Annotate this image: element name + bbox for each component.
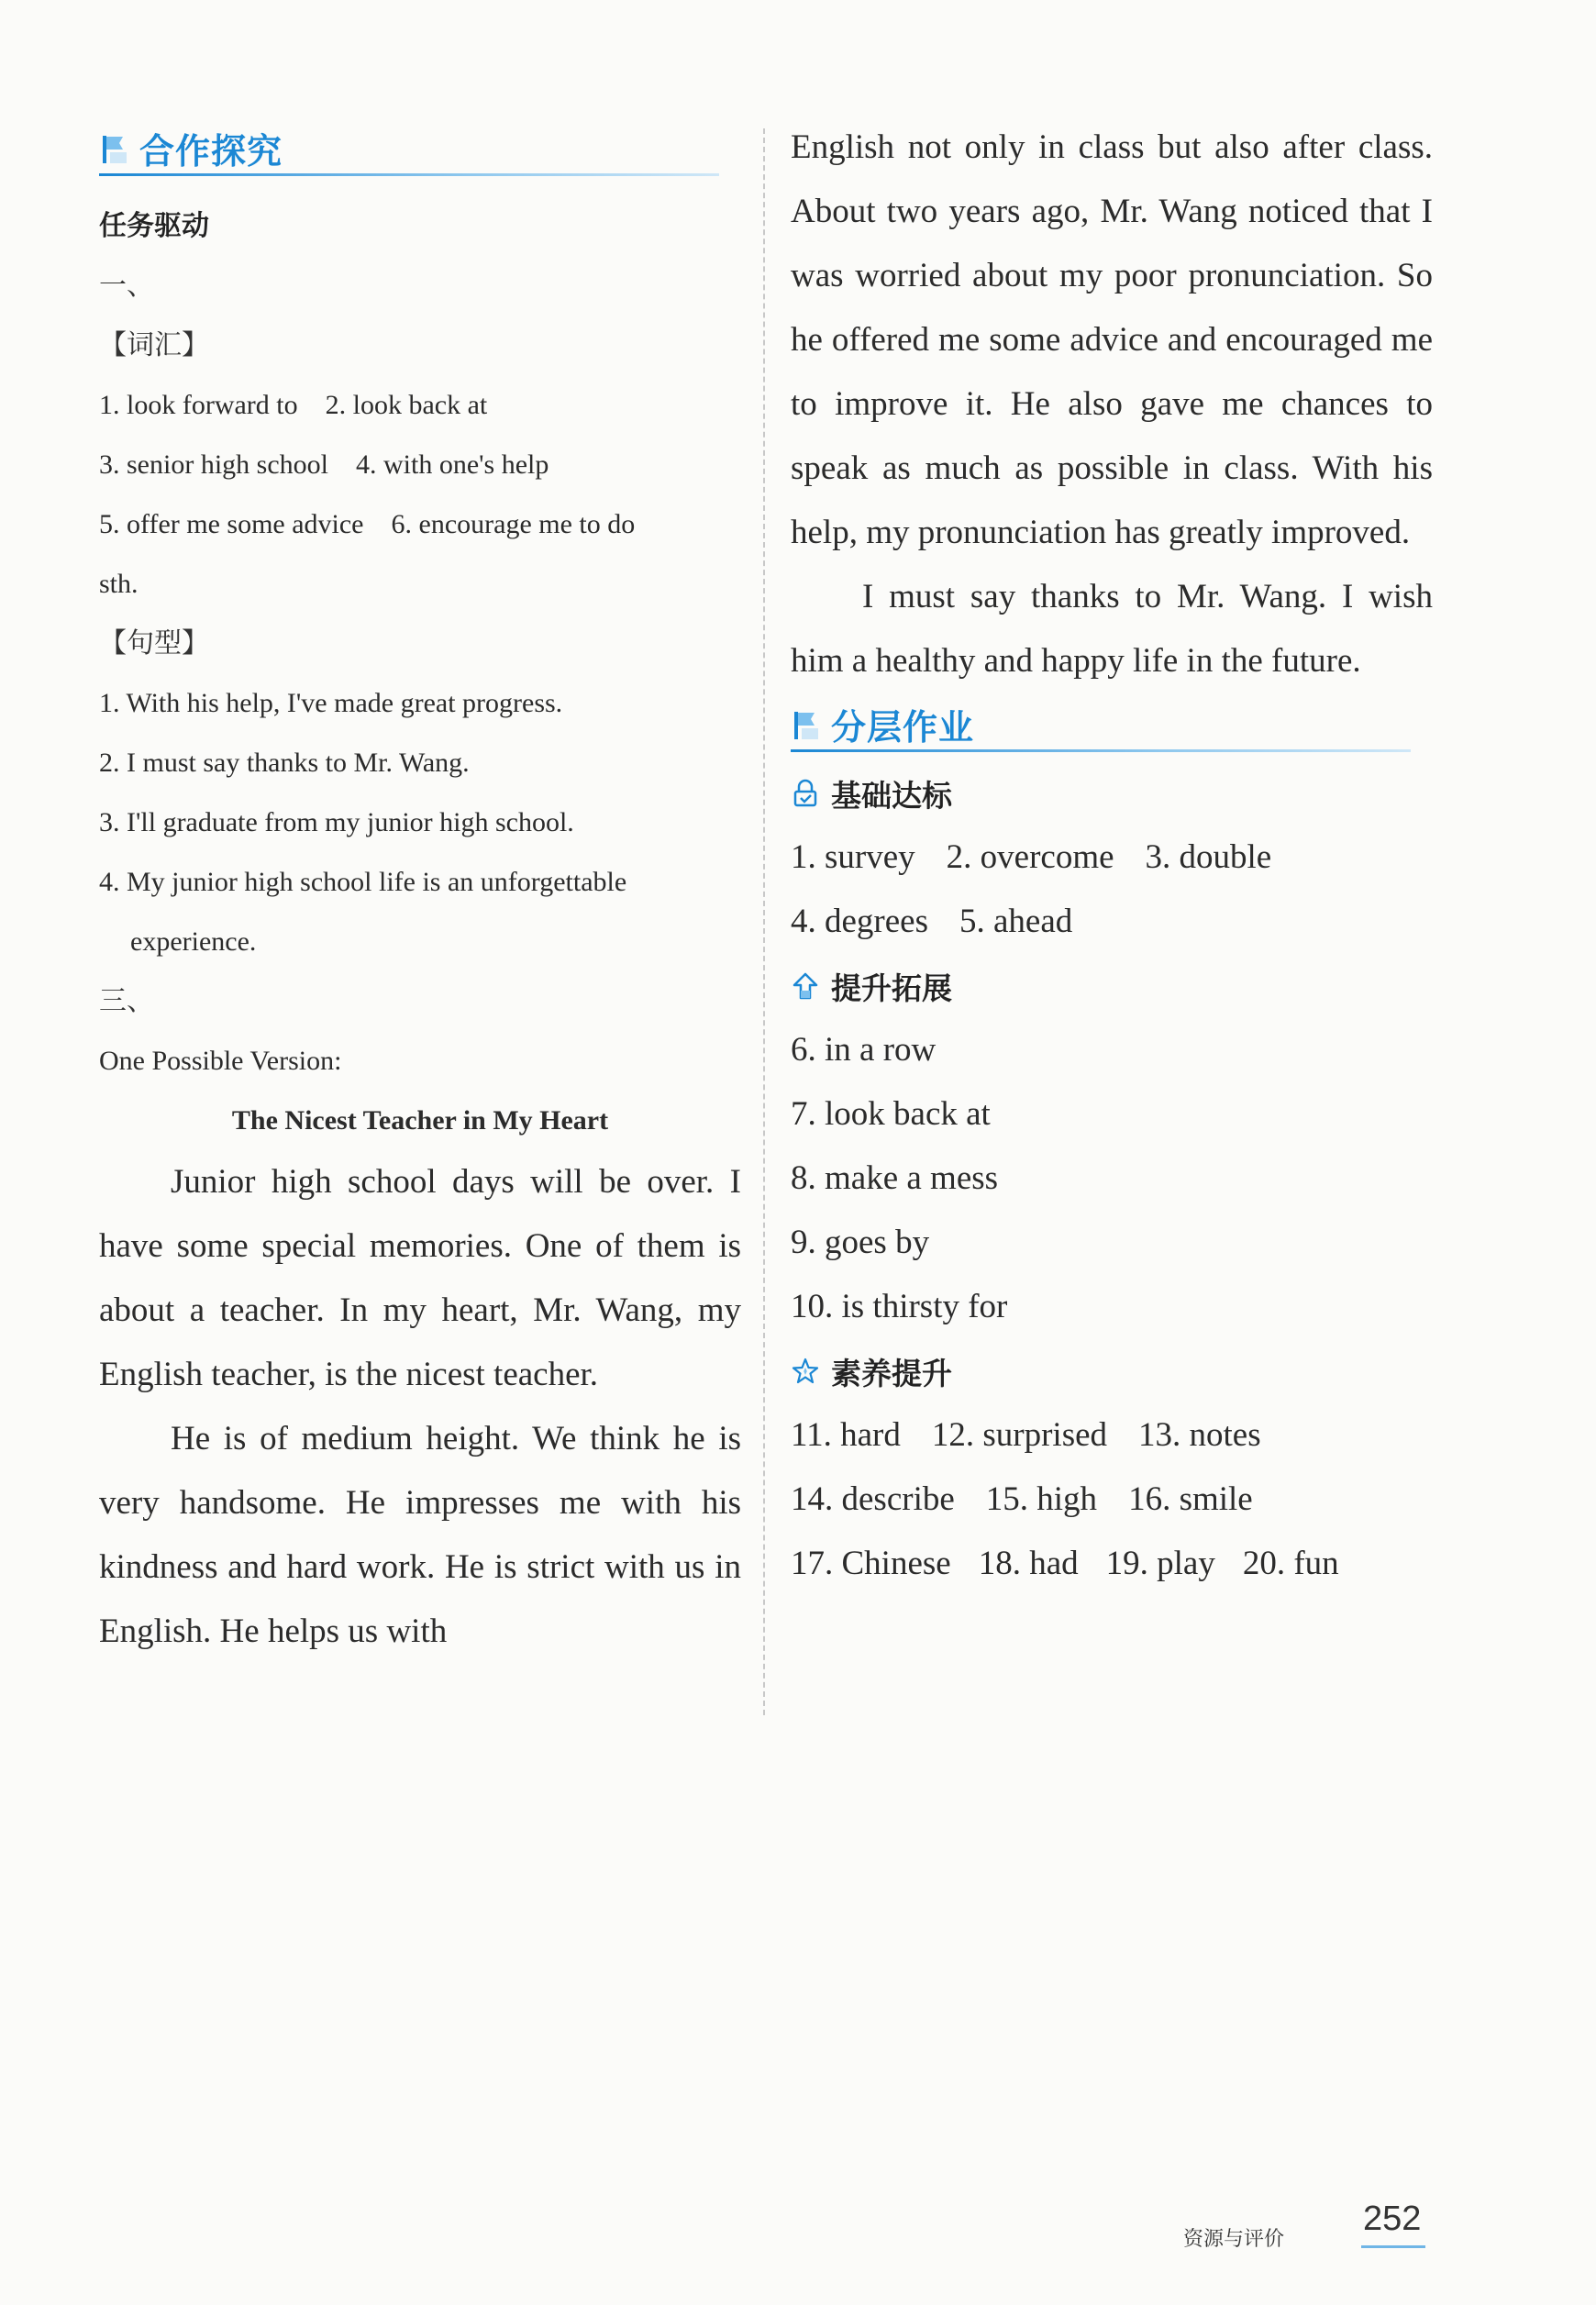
vocab-item: 2. look back at bbox=[325, 390, 488, 420]
section-rule bbox=[99, 173, 719, 176]
vocab-item: 6. encourage me to do bbox=[391, 509, 636, 539]
section-header-cooperation bbox=[99, 119, 741, 176]
sentence-continuation: experience. bbox=[130, 926, 257, 957]
part-three-label: 三、 bbox=[99, 985, 154, 1017]
answer-row bbox=[791, 1532, 1433, 1596]
subsection-literacy bbox=[791, 1339, 1433, 1403]
answer-item: 19. play bbox=[1105, 1545, 1215, 1582]
answer-item: 17. Chinese bbox=[791, 1545, 951, 1582]
essay-title: The Nicest Teacher in My Heart bbox=[231, 1105, 609, 1136]
answer-item: 15. high bbox=[985, 1480, 1098, 1518]
answer-item: 10. is thirsty for bbox=[791, 1288, 1008, 1325]
section-title: 合作探究 bbox=[139, 131, 283, 172]
answer-item: 3. double bbox=[1145, 838, 1272, 876]
essay-paragraph-3: I must say thanks to Mr. Wang. I wish him a healthy and happy life in the future. bbox=[791, 578, 1433, 680]
answer-item: 4. degrees bbox=[791, 903, 928, 940]
section-rule bbox=[791, 749, 1411, 752]
task-title: 任务驱动 bbox=[99, 210, 209, 242]
section-title: 分层作业 bbox=[831, 707, 975, 748]
sentence-item: 1. With his help, I've made great progress. bbox=[99, 688, 563, 718]
subsection-improve bbox=[791, 954, 1433, 1018]
subsection-title: 基础达标 bbox=[831, 777, 952, 814]
page-number: 252 bbox=[1363, 2200, 1422, 2238]
answer-item: 12. surprised bbox=[931, 1416, 1108, 1454]
flag-icon bbox=[99, 132, 134, 167]
answer-item: 16. smile bbox=[1128, 1480, 1253, 1518]
answer-item: 8. make a mess bbox=[791, 1159, 999, 1197]
answer-row bbox=[791, 1403, 1433, 1468]
sentence-item: 4. My junior high school life is an unforgettable bbox=[99, 867, 627, 897]
answer-item: 13. notes bbox=[1138, 1416, 1261, 1454]
vocab-continuation: sth. bbox=[99, 569, 139, 599]
vocab-item: 3. senior high school bbox=[99, 449, 328, 480]
subsection-basic bbox=[791, 761, 1433, 826]
essay-paragraph-2-continued: English not only in class but also after class. About two years ago, Mr. Wang noticed that I was worried about my poor pronunciation. So he offered me some advice and encouraged me to improve it. He also gave me chances to speak as much as possible in class. With his help, my pronunciation has greatly improved. bbox=[791, 128, 1433, 551]
book-name: 资源与评价 bbox=[1183, 2228, 1285, 2251]
answer-item: 6. in a row bbox=[791, 1031, 937, 1069]
answer-item: 5. ahead bbox=[959, 903, 1073, 940]
answer-item: 14. describe bbox=[791, 1480, 955, 1518]
vocab-item: 1. look forward to bbox=[99, 390, 298, 420]
vocab-row bbox=[99, 494, 741, 554]
left-column bbox=[99, 119, 741, 1664]
answer-item: 7. look back at bbox=[791, 1095, 991, 1133]
answer-item: 20. fun bbox=[1242, 1545, 1339, 1582]
right-column bbox=[791, 119, 1433, 1596]
answer-item: 1. survey bbox=[791, 838, 915, 876]
flag-icon bbox=[791, 708, 826, 743]
page-number-underline bbox=[1361, 2245, 1425, 2248]
sentence-label: 【句型】 bbox=[99, 627, 209, 659]
vocab-item: 4. with one's help bbox=[355, 449, 549, 480]
answer-row bbox=[791, 890, 1433, 954]
answer-item: 18. had bbox=[978, 1545, 1079, 1582]
subsection-title: 素养提升 bbox=[831, 1355, 952, 1391]
sentence-item: 2. I must say thanks to Mr. Wang. bbox=[99, 748, 470, 778]
vocab-item: 5. offer me some advice bbox=[99, 509, 364, 539]
version-label: One Possible Version: bbox=[99, 1046, 342, 1076]
section-header-homework bbox=[791, 695, 1433, 752]
lock-icon bbox=[791, 779, 820, 808]
essay-paragraph-1: Junior high school days will be over. I have some special memories. One of them is about a teacher. In my heart, Mr. Wang, my English teacher, is the nicest teacher. bbox=[99, 1163, 741, 1393]
column-divider bbox=[763, 128, 765, 1715]
vocab-row bbox=[99, 375, 741, 435]
star-icon bbox=[791, 1357, 820, 1386]
sentence-item: 3. I'll graduate from my junior high school. bbox=[99, 807, 574, 837]
arrow-up-icon bbox=[791, 971, 820, 1001]
answer-row bbox=[791, 1468, 1433, 1532]
answer-item: 2. overcome bbox=[946, 838, 1114, 876]
essay-paragraph-2: He is of medium height. We think he is very handsome. He impresses me with his kindness and hard work. He is strict with us in English. He helps us with bbox=[99, 1420, 741, 1650]
answer-row bbox=[791, 826, 1433, 890]
answer-item: 9. goes by bbox=[791, 1224, 930, 1261]
subsection-title: 提升拓展 bbox=[831, 970, 952, 1006]
vocab-row bbox=[99, 435, 741, 494]
answer-item: 11. hard bbox=[791, 1416, 901, 1454]
vocab-label: 【词汇】 bbox=[99, 329, 209, 361]
part-one-label: 一、 bbox=[99, 270, 154, 302]
